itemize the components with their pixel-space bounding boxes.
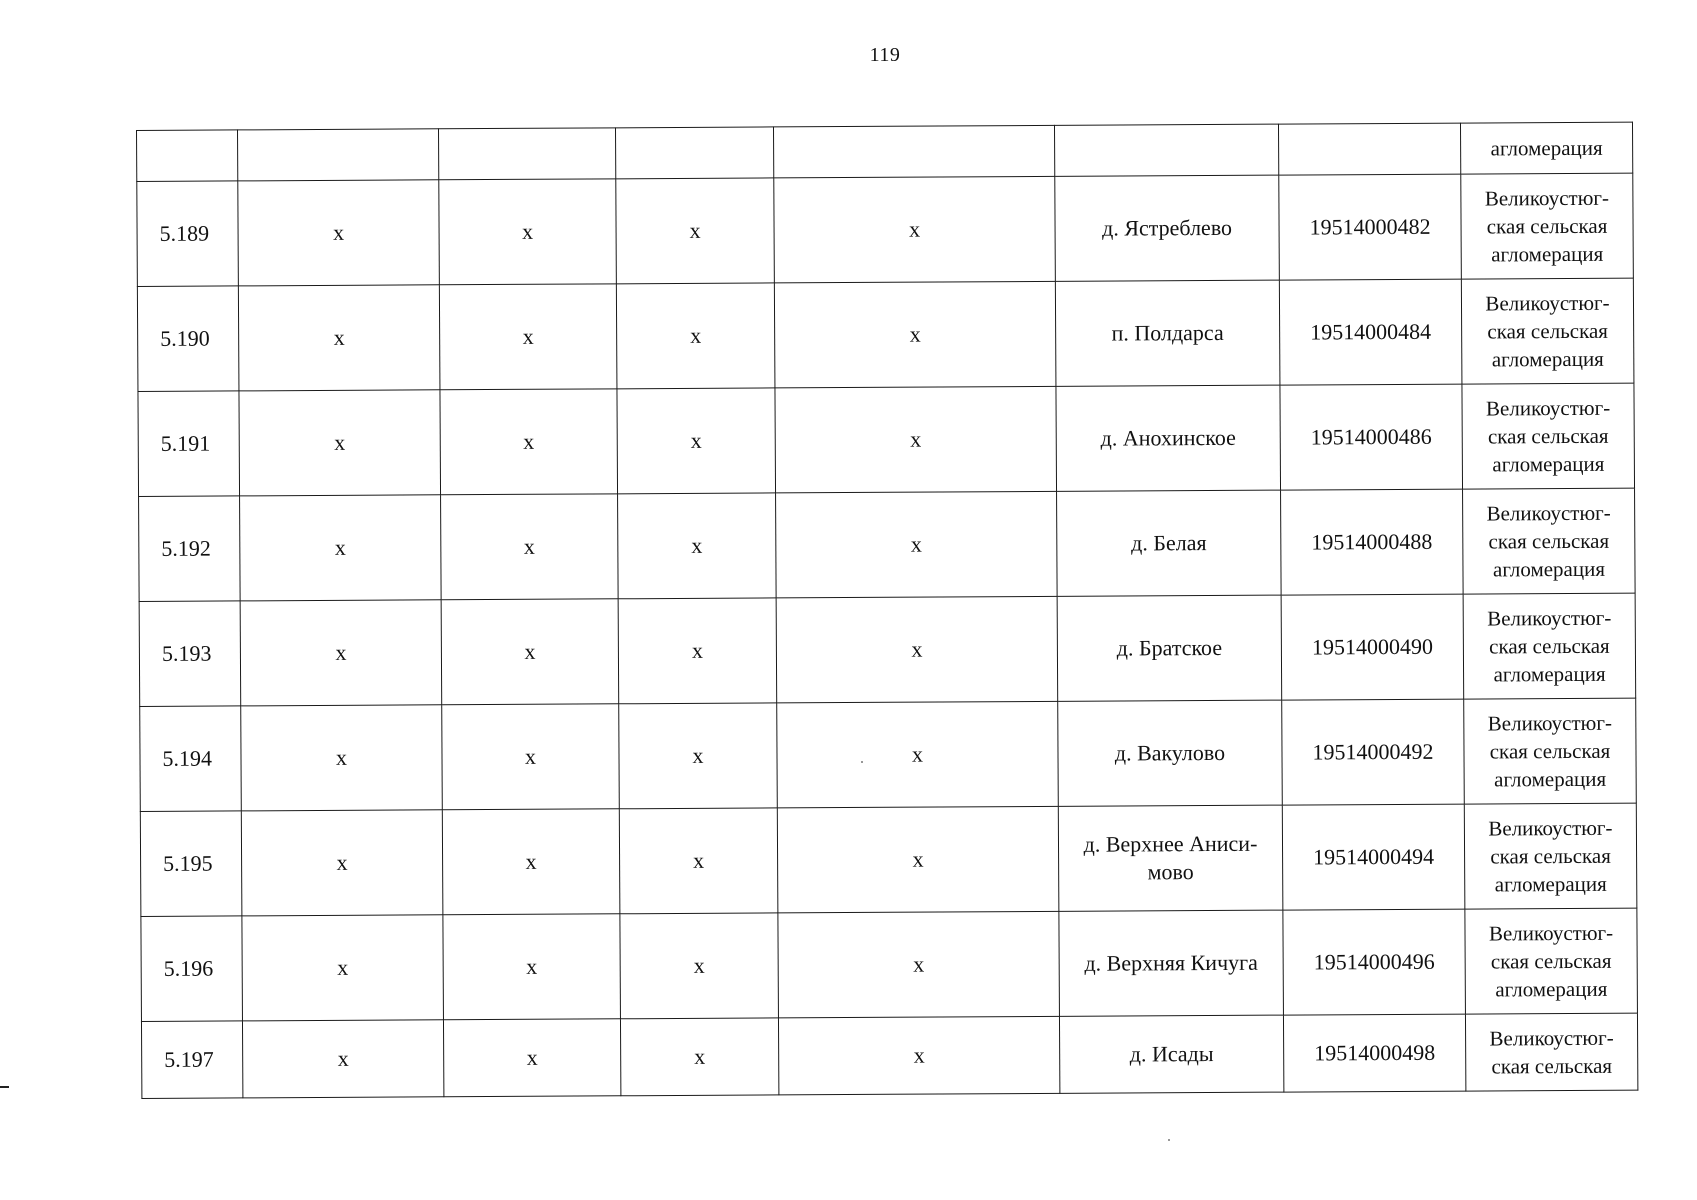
- agglomeration-line: ская сельская: [1487, 423, 1609, 449]
- agglomeration-line: Великоустюг-: [1487, 605, 1612, 631]
- table-row: [140, 698, 1637, 811]
- table-cell: [1278, 123, 1460, 175]
- value-cell: х: [620, 913, 779, 1019]
- scan-speck: [861, 761, 863, 763]
- table-row: [139, 593, 1636, 706]
- agglomeration-line: ская сельская: [1488, 528, 1610, 554]
- oktmo-code-cell: 19514000482: [1279, 174, 1462, 280]
- table-row: [138, 383, 1635, 496]
- settlement-cell: д. Исады: [1059, 1015, 1283, 1093]
- oktmo-code-cell: 19514000490: [1281, 594, 1464, 700]
- agglomeration-cell: [1461, 173, 1634, 279]
- value-cell: х: [443, 914, 621, 1020]
- value-cell: х: [619, 808, 778, 914]
- agglomeration-line: ская сельская: [1490, 843, 1611, 869]
- row-number: 5.190: [137, 286, 239, 392]
- value-cell: х: [441, 494, 619, 600]
- value-cell: х: [620, 1018, 778, 1096]
- oktmo-code-cell: 19514000484: [1279, 279, 1462, 385]
- settlements-table: [136, 122, 1638, 1099]
- agglomeration-line: агломерация: [1492, 451, 1605, 477]
- page-number: 119: [869, 44, 901, 66]
- settlement-cell: д. Верхняя Кичуга: [1059, 910, 1284, 1016]
- agglomeration-line: ская сельская: [1490, 948, 1612, 974]
- table-row: [140, 803, 1637, 916]
- value-cell: х: [616, 283, 775, 389]
- agglomeration-line: агломерация: [1494, 871, 1607, 897]
- agglomeration-line: агломерация: [1491, 346, 1604, 372]
- agglomeration-cell: [1465, 1013, 1637, 1091]
- value-cell: х: [241, 810, 443, 916]
- row-number: 5.193: [139, 601, 241, 707]
- oktmo-code-cell: 19514000492: [1282, 699, 1465, 805]
- agglomeration-cell: [1465, 908, 1638, 1014]
- value-cell: х: [778, 1016, 1059, 1095]
- settlement-cell: [1058, 805, 1283, 911]
- value-cell: х: [240, 495, 442, 601]
- value-cell: х: [617, 388, 776, 494]
- agglomeration-line: ская сельская: [1489, 738, 1611, 764]
- settlement-cell: д. Вакулово: [1058, 700, 1283, 806]
- agglomeration-line: Великоустюг-: [1486, 500, 1611, 526]
- value-cell: х: [439, 284, 617, 390]
- value-cell: х: [774, 176, 1056, 283]
- settlement-cell: д. Братское: [1057, 595, 1282, 701]
- row-number: 5.195: [140, 811, 242, 917]
- agglomeration-line: Великоустюг-: [1485, 395, 1611, 421]
- value-cell: х: [778, 911, 1060, 1018]
- value-cell: х: [775, 386, 1057, 493]
- table-row: [137, 278, 1634, 391]
- table-cell: [438, 128, 615, 180]
- row-number: 5.191: [138, 391, 240, 497]
- settlement-cell: д. Анохинское: [1056, 385, 1281, 491]
- oktmo-code-cell: 19514000488: [1281, 489, 1464, 595]
- agglomeration-line: Великоустюг-: [1488, 815, 1613, 841]
- table-row: [141, 908, 1638, 1021]
- agglomeration-line: ская сельская: [1489, 633, 1610, 659]
- agglomeration-line: Великоустюг-: [1485, 290, 1610, 316]
- table-row: [141, 1013, 1637, 1098]
- agglomeration-line: ская сельская: [1486, 213, 1608, 239]
- settlement-cell: п. Полдарса: [1055, 280, 1280, 386]
- agglomeration-line: ская сельская: [1487, 318, 1608, 344]
- scan-speck: [1168, 1139, 1170, 1141]
- value-cell: х: [441, 599, 619, 705]
- agglomeration-line: Великоустюг-: [1487, 710, 1612, 736]
- value-cell: х: [442, 809, 620, 915]
- oktmo-code-cell: 19514000494: [1282, 804, 1465, 910]
- row-number: 5.192: [139, 496, 241, 602]
- value-cell: х: [774, 281, 1056, 388]
- agglomeration-line: агломерация: [1495, 976, 1608, 1002]
- value-cell: х: [618, 598, 777, 704]
- value-cell: х: [242, 915, 444, 1021]
- table-container: [136, 122, 1637, 1099]
- settlement-cell: д. Белая: [1057, 490, 1282, 596]
- agglomeration-cell: [1461, 278, 1634, 384]
- agglomeration-line: агломерация: [1493, 661, 1606, 687]
- value-cell: х: [618, 493, 777, 599]
- row-number: 5.194: [140, 706, 242, 812]
- continuation-row: [137, 122, 1633, 181]
- table-cell: [615, 127, 773, 179]
- value-cell: х: [776, 491, 1058, 598]
- table-cell: [773, 125, 1054, 178]
- oktmo-code-cell: 19514000486: [1280, 384, 1463, 490]
- value-cell: х: [442, 704, 620, 810]
- settlement-line: мово: [1147, 859, 1194, 885]
- agglomeration-line: агломерация: [1491, 241, 1604, 267]
- agglomeration-cell: [1464, 803, 1637, 909]
- value-cell: х: [242, 1020, 443, 1098]
- value-cell: х: [443, 1019, 620, 1097]
- row-number: 5.197: [141, 1021, 242, 1099]
- value-cell: х: [240, 600, 442, 706]
- value-cell: х: [439, 179, 617, 285]
- value-cell: х: [777, 806, 1059, 913]
- agglomeration-line: ская сельская: [1491, 1053, 1613, 1079]
- value-cell: х: [239, 390, 441, 496]
- table-cell: [238, 129, 439, 181]
- settlement-line: д. Верхнее Аниси-: [1083, 830, 1258, 857]
- agglomeration-cell: агломерация: [1460, 122, 1632, 174]
- table-cell: [1054, 124, 1278, 176]
- settlement-cell: д. Ястреблево: [1055, 175, 1280, 281]
- value-cell: х: [777, 701, 1059, 808]
- value-cell: х: [238, 180, 440, 286]
- margin-mark: [0, 1086, 9, 1088]
- agglomeration-cell: [1463, 593, 1636, 699]
- value-cell: х: [238, 285, 440, 391]
- value-cell: х: [776, 596, 1058, 703]
- agglomeration-line: Великоустюг-: [1489, 1025, 1614, 1051]
- row-number: 5.196: [141, 916, 243, 1022]
- value-cell: х: [619, 703, 778, 809]
- table-row: [137, 173, 1634, 286]
- agglomeration-line: Великоустюг-: [1484, 185, 1610, 211]
- row-number: 5.189: [137, 181, 239, 287]
- agglomeration-cell: [1463, 488, 1636, 594]
- agglomeration-line: агломерация: [1494, 766, 1607, 792]
- agglomeration-cell: [1462, 383, 1635, 489]
- value-cell: х: [616, 178, 775, 284]
- table-row: [139, 488, 1636, 601]
- oktmo-code-cell: 19514000498: [1283, 1014, 1465, 1092]
- table-cell: [137, 130, 238, 182]
- oktmo-code-cell: 19514000496: [1283, 909, 1466, 1015]
- agglomeration-line: Великоустюг-: [1488, 920, 1614, 946]
- agglomeration-line: агломерация: [1492, 556, 1606, 582]
- value-cell: х: [241, 705, 443, 811]
- agglomeration-cell: [1464, 698, 1637, 804]
- value-cell: х: [440, 389, 618, 495]
